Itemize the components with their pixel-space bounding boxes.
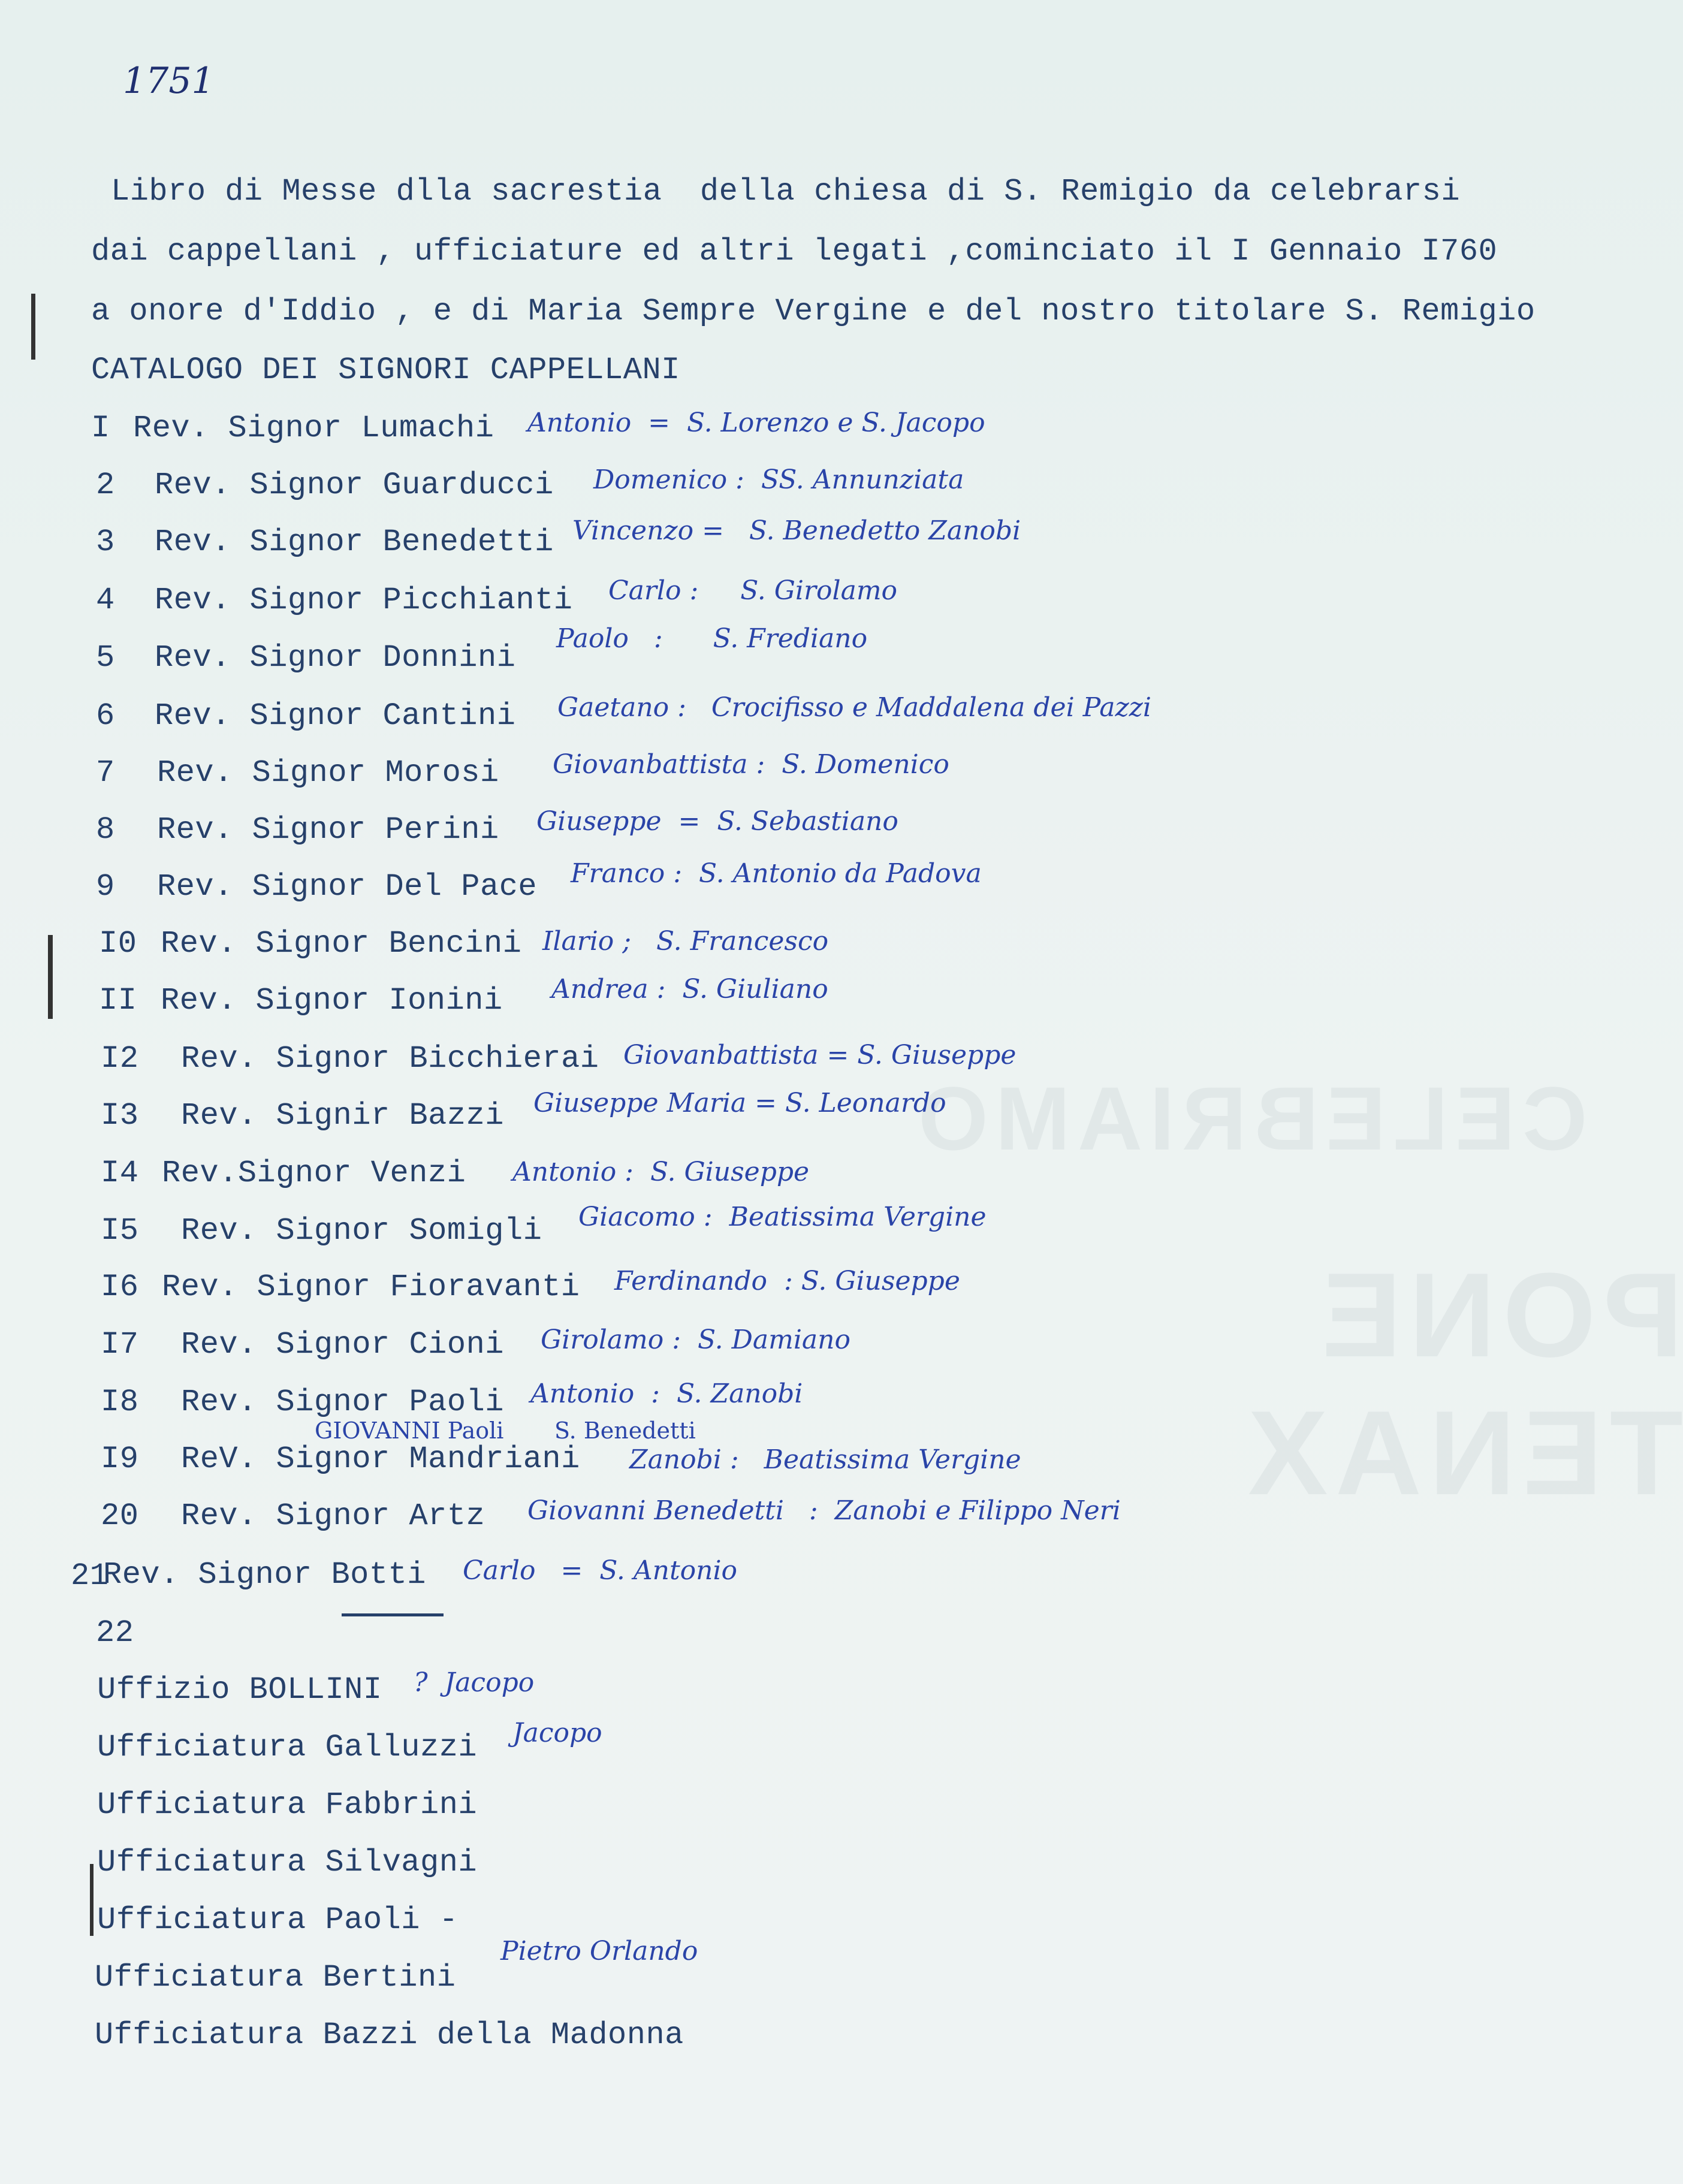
chaplain-num: 20	[101, 1498, 139, 1534]
office-name: Ufficiatura Galluzzi	[97, 1730, 478, 1765]
office-hand-note: Pietro Orlando	[500, 1936, 698, 1966]
chaplain-num: I7	[101, 1327, 139, 1362]
chaplain-hand-note: Franco : S. Antonio da Padova	[571, 858, 982, 889]
chaplain-name: Rev. Signor Benedetti	[155, 524, 554, 560]
extra-hand-note: GIOVANNI Paoli S. Benedetti	[315, 1417, 696, 1444]
chaplain-num: I	[91, 411, 110, 446]
heading-line-1: Libro di Messe dlla sacrestia della chiesa di S. Remigio da celebrarsi	[111, 174, 1461, 209]
chaplain-hand-note: Zanobi : Beatissima Vergine	[629, 1444, 1021, 1475]
chaplain-name: Rev. Signor Picchianti	[155, 583, 573, 618]
chaplain-name: Rev. Signor Botti	[103, 1557, 426, 1592]
office-name: Uffizio BOLLINI	[97, 1672, 382, 1708]
chaplain-name: Rev. Signor Bencini	[161, 926, 522, 961]
chaplain-hand-note: Giovanni Benedetti : Zanobi e Filippo Neri	[527, 1495, 1121, 1526]
chaplain-name: Rev. Signor Fioravanti	[162, 1269, 580, 1305]
chaplain-name: Rev. Signor Artz	[181, 1498, 485, 1534]
binding-hole-mark	[31, 294, 35, 360]
chaplain-num: 5	[96, 640, 115, 675]
chaplain-num: 8	[96, 812, 115, 847]
chaplain-hand-note: Gaetano : Crocifisso e Maddalena dei Pazzi	[557, 692, 1151, 723]
chaplain-hand-note: Antonio = S. Lorenzo e S. Jacopo	[527, 408, 985, 438]
chaplain-num: 4	[96, 583, 115, 618]
office-name: Ufficiatura Paoli -	[97, 1902, 459, 1938]
chaplain-num: I5	[101, 1213, 139, 1248]
office-name: Ufficiatura Silvagni	[97, 1845, 478, 1880]
office-name: Ufficiatura Bertini	[95, 1960, 456, 1995]
chaplain-name: Rev. Signor Morosi	[157, 755, 499, 791]
chaplain-num: I0	[99, 926, 137, 961]
bleed-through-watermark-2: PONE TENAX	[1241, 1248, 1683, 1520]
office-hand-note: Jacopo	[512, 1718, 602, 1748]
chaplain-hand-note: Antonio : S. Zanobi	[530, 1378, 803, 1409]
binding-hole-mark	[48, 935, 53, 1019]
chaplain-hand-note: Ferdinando : S. Giuseppe	[614, 1266, 960, 1296]
chaplain-num: I9	[101, 1441, 139, 1477]
chaplain-hand-note: Carlo : S. Girolamo	[608, 575, 898, 606]
chaplain-num: 2	[96, 467, 115, 503]
chaplain-num: II	[99, 983, 137, 1018]
chaplain-num: I2	[101, 1041, 139, 1076]
year-note: 1751	[123, 60, 215, 102]
chaplain-hand-note: Ilario ; S. Francesco	[542, 926, 829, 957]
chaplain-hand-note: Paolo : S. Frediano	[556, 623, 868, 654]
chaplain-name: Rev. Signir Bazzi	[181, 1098, 504, 1133]
chaplain-name: Rev. Signor Perini	[157, 812, 499, 847]
chaplain-num: 21	[71, 1558, 109, 1594]
chaplain-hand-note: Carlo = S. Antonio	[463, 1555, 738, 1586]
chaplain-name: Rev. Signor Cioni	[181, 1327, 504, 1362]
chaplain-num: I3	[101, 1098, 139, 1133]
chaplain-name: Rev. Signor Bicchierai	[181, 1041, 599, 1076]
heading-line-3: a onore d'Iddio , e di Maria Sempre Vergine e del nostro titolare S. Remigio	[91, 294, 1536, 329]
chaplain-name: ReV. Signor Mandriani	[181, 1441, 580, 1477]
chaplain-name: Rev. Signor Del Pace	[157, 869, 538, 904]
chaplain-name: Rev. Signor Cantini	[155, 698, 516, 734]
chaplain-num: I6	[101, 1269, 139, 1305]
chaplain-name: Rev. Signor Lumachi	[133, 411, 494, 446]
chaplain-hand-note: Giovanbattista = S. Giuseppe	[623, 1040, 1017, 1070]
chaplain-hand-note: Giuseppe Maria = S. Leonardo	[533, 1088, 946, 1118]
chaplain-hand-note: Vincenzo = S. Benedetto Zanobi	[572, 515, 1021, 546]
chaplain-num: 7	[96, 755, 115, 791]
chaplain-hand-note: Giuseppe = S. Sebastiano	[536, 806, 898, 837]
chaplain-hand-note: Andrea : S. Giuliano	[551, 974, 828, 1004]
separator-rule	[342, 1613, 444, 1616]
chaplain-hand-note: Giovanbattista : S. Domenico	[553, 749, 949, 780]
chaplain-name: Rev. Signor Guarducci	[155, 467, 554, 503]
chaplain-num: 3	[96, 524, 115, 560]
chaplain-name: Rev. Signor Somigli	[181, 1213, 542, 1248]
chaplain-hand-note: Girolamo : S. Damiano	[541, 1325, 850, 1355]
binding-hole-mark	[90, 1864, 94, 1936]
chaplain-num: I4	[101, 1156, 139, 1191]
catalog-title: CATALOGO DEI SIGNORI CAPPELLANI	[91, 352, 680, 388]
chaplain-num: 22	[96, 1615, 134, 1651]
office-name: Ufficiatura Bazzi della Madonna	[95, 2017, 684, 2053]
bleed-through-watermark: CELEBRIAMO	[911, 1068, 1588, 1169]
chaplain-name: Rev.Signor Venzi	[162, 1156, 466, 1191]
heading-line-2: dai cappellani , ufficiature ed altri legati ,cominciato il I Gennaio I760	[91, 234, 1498, 269]
office-hand-note: ? Jacopo	[414, 1667, 535, 1698]
chaplain-hand-note: Giacomo : Beatissima Vergine	[578, 1202, 987, 1232]
chaplain-num: I8	[101, 1384, 139, 1420]
chaplain-name: Rev. Signor Ionini	[161, 983, 503, 1018]
chaplain-num: 9	[96, 869, 115, 904]
office-name: Ufficiatura Fabbrini	[97, 1787, 478, 1823]
chaplain-num: 6	[96, 698, 115, 734]
chaplain-name: Rev. Signor Paoli	[181, 1384, 504, 1420]
chaplain-hand-note: Antonio : S. Giuseppe	[512, 1157, 810, 1187]
chaplain-hand-note: Domenico : SS. Annunziata	[593, 464, 964, 495]
chaplain-name: Rev. Signor Donnini	[155, 640, 516, 675]
